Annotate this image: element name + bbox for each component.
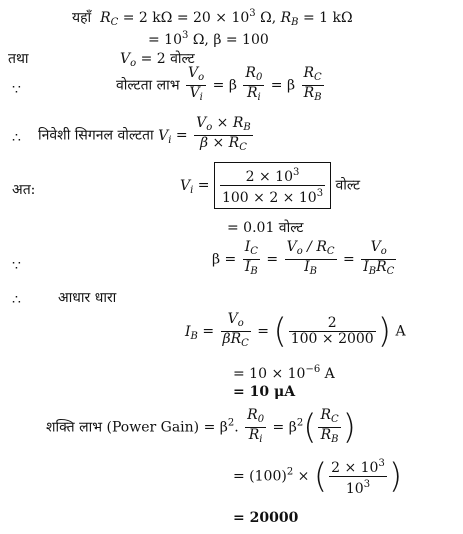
line-1: यहाँ $R_C = 2$ $k\Omega = 20 \times 10^3$ Ω, $R_B = 1$ kΩ xyxy=(72,8,353,28)
line-4-sym: ∵ xyxy=(12,82,21,98)
line-6-word: अत: xyxy=(12,182,36,198)
line-5-sym: ∴ xyxy=(12,130,21,146)
word-tatha: तथा xyxy=(8,51,29,67)
base-current-label: आधार धारा xyxy=(58,290,117,306)
line-14: = $(100)^2$ × ( $\frac{2 \times 10^3}{10^3}$ ) xyxy=(233,456,403,497)
word-yahan: यहाँ xyxy=(72,10,92,26)
line-13: शक्ति लाभ (Power Gain) = $\beta^2$. $\frac{R_0}{R_i}$ = $\beta^2$( $\frac{R_C}{R_B}$ ) xyxy=(46,407,356,448)
line-8-sym: ∵ xyxy=(12,258,21,274)
line-6: $V_i$ = $\frac{2 \times 10^3}{100 \times 2 \times 10^3}$ वोल्ट xyxy=(180,162,360,209)
power-gain-label: शक्ति लाभ (Power Gain) xyxy=(46,419,200,436)
line-8: β = $\frac{I_C}{I_B}$ = $\frac{V_o / R_C}{I_B}$ = $\frac{V_o}{I_BR_C}$ xyxy=(212,239,395,277)
line-12: = 10 μA xyxy=(233,384,296,400)
line-5: निवेशी सिगनल वोल्टता $V_i$ = $\frac{V_o \times R_B}{\beta \times R_C}$ xyxy=(38,115,251,153)
line-11: = $10 \times 10^{-6}$ A xyxy=(233,364,335,382)
line-3-eq: $V_o = 2$ वोल्ट xyxy=(120,51,195,69)
line-4: वोल्टता लाभ $\frac{V_o}{V_i}$ = β $\frac{R_0}{R_i}$ = β $\frac{R_C}{R_B}$ xyxy=(116,65,322,103)
line-9-sym: ∴ xyxy=(12,292,21,308)
input-voltage-label: निवेशी सिगनल वोल्टता xyxy=(38,127,154,144)
line-15: = 20000 xyxy=(233,510,299,526)
line-2: = $10^3$ Ω, β = 100 xyxy=(148,30,269,48)
voltage-gain-label: वोल्टता लाभ xyxy=(116,77,180,94)
line-7: = 0.01 वोल्ट xyxy=(227,220,304,236)
line-10: $I_B$ = $\frac{V_o}{\beta R_C}$ = ( $\frac{2}{100 \times 2000}$ ) A xyxy=(185,311,406,352)
line-9 xyxy=(58,290,116,306)
line-3 xyxy=(8,51,29,67)
